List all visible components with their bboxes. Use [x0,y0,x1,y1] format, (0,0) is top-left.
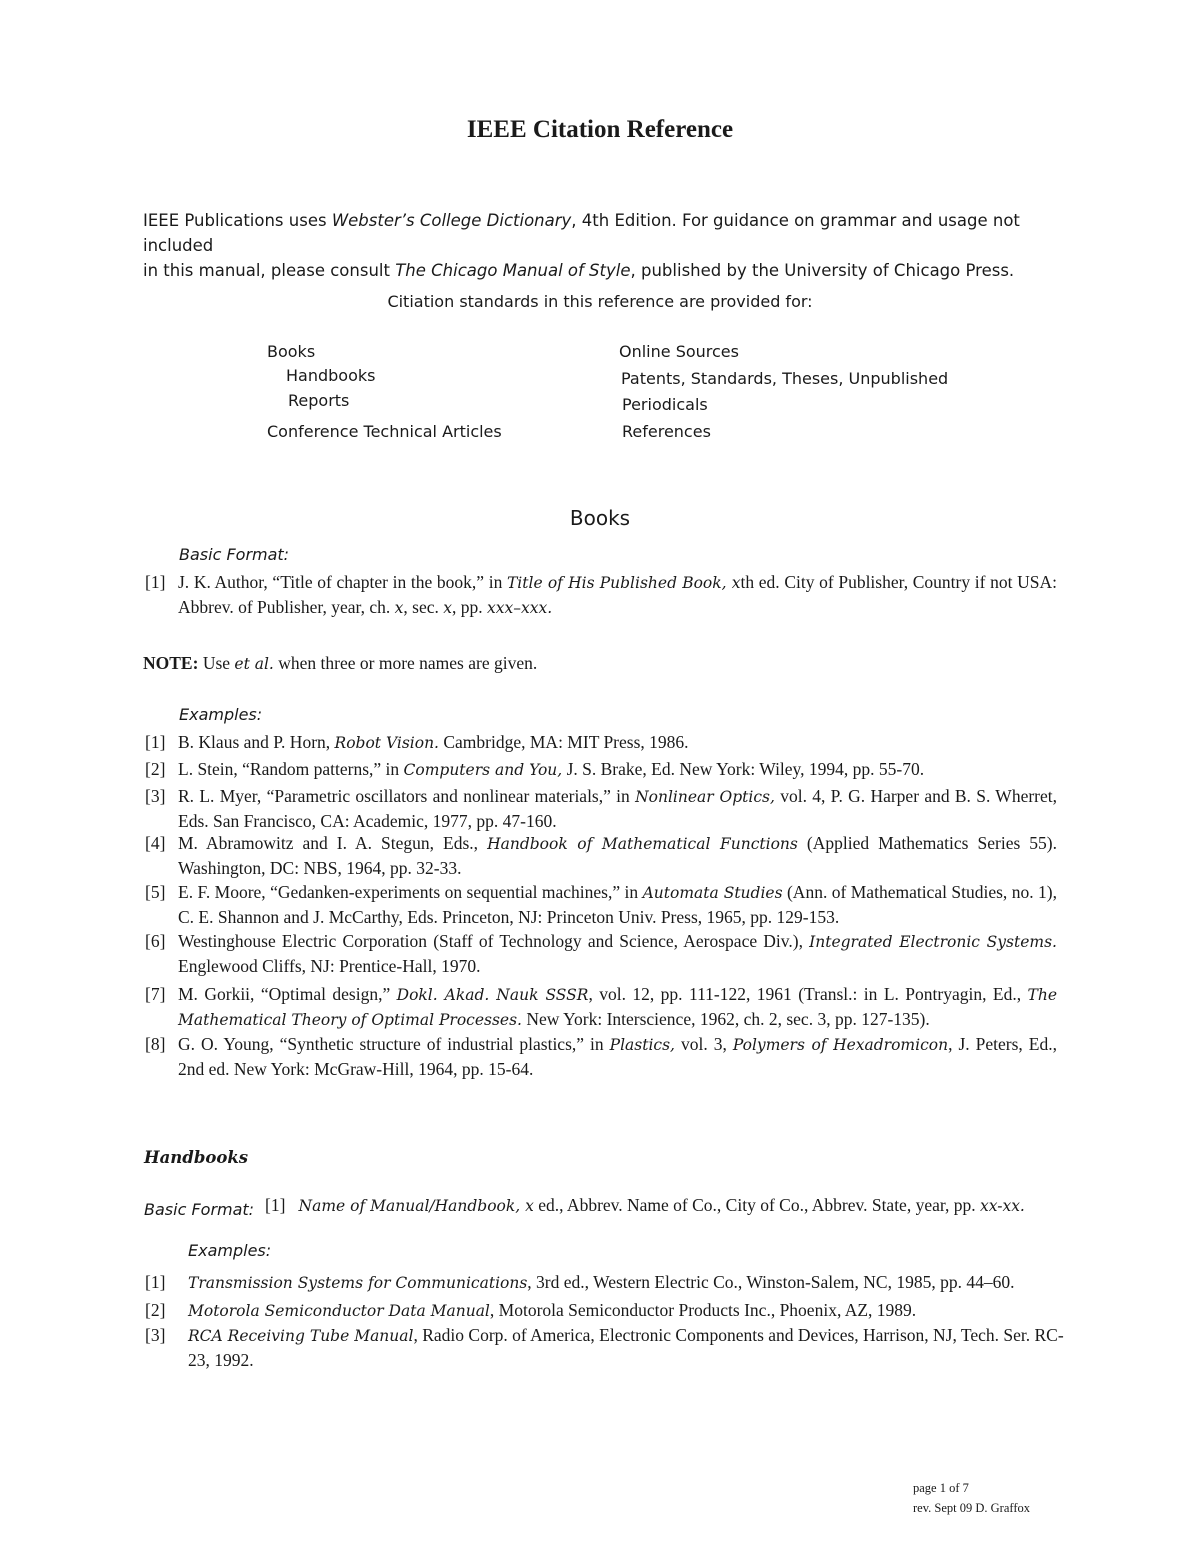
book-example: [5] E. F. Moore, “Gedanken-experiments on sequential machines,” in Automata Studies (Ann. of Mathematical Studies, no. 1), C. E. Shannon and J. McCarthy, Eds. Princeton, NJ: Princeton Univ. Press, 1965, pp. 129-153. [145,882,1057,927]
book-example: [7] M. Gorkii, “Optimal design,” Dokl. Akad. Nauk SSSR, vol. 12, pp. 111-122, 1961 (Transl.: in L. Pontryagin, Ed., The Mathematical Theory of Optimal Processes. New York: Interscience, 1962, ch. 2, sec. 3, pp. 127-135). [145,984,1058,1029]
books-basic-format-label: Basic Format: [179,545,290,564]
book-example: [4] M. Abramowitz and I. A. Stegun, Eds., Handbook of Mathematical Functions (Applied Mathematics Series 55). Washington, DC: NBS, 1964, pp. 32-33. [145,833,1057,878]
handbooks-basic-format-label: Basic Format: [144,1200,255,1219]
toc-online-sources: Online Sources [619,342,739,361]
note: NOTE: Use et al. when three or more names are given. [143,653,538,673]
ref-text: J. K. Author, “Title of chapter in the book,” in Title of His Published Book, xth ed. City of Publisher, Country if not USA: Abbrev. of Publisher, year, ch. x, sec. x, pp. xxx–xxx. [178,572,1057,617]
books-heading: Books [569,506,631,530]
toc-reports: Reports [288,391,350,410]
handbook-example: [3] RCA Receiving Tube Manual, Radio Corp. of America, Electronic Components and Devices, Harrison, NJ, Tech. Ser. RC-23, 1992. [145,1325,1064,1370]
books-basic-format [145,571,1057,620]
handbooks-examples-label: Examples: [188,1241,272,1260]
toc-books: Books [267,342,316,361]
intro-paragraph: IEEE Publications uses Webster’s College Dictionary, 4th Edition. For guidance on grammar and usage not included in this manual, please consult The Chicago Manual of Style, published by the University of Chicago Press. [143,211,1020,280]
revision-note: rev. Sept 09 D. Graffox [913,1501,1030,1515]
book-example: [1] B. Klaus and P. Horn, Robot Vision. Cambridge, MA: MIT Press, 1986. [145,732,689,752]
handbooks-heading: Handbooks [144,1148,249,1167]
book-example: [3] R. L. Myer, “Parametric oscillators and nonlinear materials,” in Nonlinear Optics, vol. 4, P. G. Harper and B. S. Wherret, Eds. San Francisco, CA: Academic, 1977, pp. 47-160. [145,786,1058,831]
book-example: [6] Westinghouse Electric Corporation (Staff of Technology and Science, Aerospace Div.), Integrated Electronic Systems. Englewood Cliffs, NJ: Prentice-Hall, 1970. [145,931,1057,976]
provided-for-text: Citiation standards in this reference are provided for: [387,292,813,311]
toc-handbooks: Handbooks [286,366,376,385]
toc-references: References [622,422,711,441]
handbook-example: [2] Motorola Semiconductor Data Manual, Motorola Semiconductor Products Inc., Phoenix, AZ, 1989. [145,1300,917,1320]
handbook-example: [1] Transmission Systems for Communications, 3rd ed., Western Electric Co., Winston-Salem, NC, 1985, pp. 44–60. [145,1272,1015,1292]
page-title: IEEE Citation Reference [466,116,734,143]
books-examples-label: Examples: [179,705,263,724]
book-example: [2] L. Stein, “Random patterns,” in Computers and You, J. S. Brake, Ed. New York: Wiley, 1994, pp. 55-70. [145,759,925,779]
ref-number: [1] [145,572,166,592]
toc-conference: Conference Technical Articles [267,422,502,441]
toc-periodicals: Periodicals [622,395,708,414]
toc-patents: Patents, Standards, Theses, Unpublished [621,369,949,388]
page-number: page 1 of 7 [913,1481,969,1495]
book-example: [8] G. O. Young, “Synthetic structure of industrial plastics,” in Plastics, vol. 3, Polymers of Hexadromicon, J. Peters, Ed., 2nd ed. New York: McGraw-Hill, 1964, pp. 15-64. [145,1034,1057,1079]
handbooks-basic-format: [1] Name of Manual/Handbook, x ed., Abbrev. Name of Co., City of Co., Abbrev. State, year, pp. xx-xx. [265,1195,1025,1215]
